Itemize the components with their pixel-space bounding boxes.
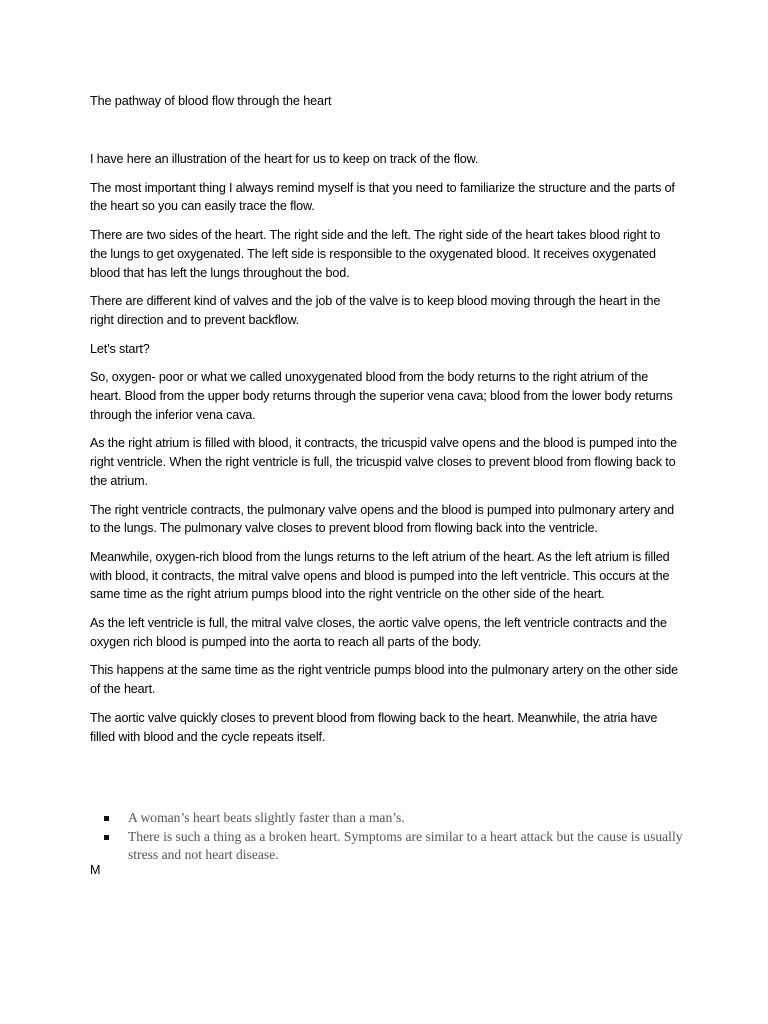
paragraph-left-ventricle: As the left ventricle is full, the mitral valve closes, the aortic valve opens, the left ventricle contracts and the oxygen rich blood is pumped into the aorta to reach all parts of the body.	[90, 616, 667, 649]
paragraph-right-atrium-return: So, oxygen- poor or what we called unoxygenated blood from the body returns to the right atrium of the heart. Blood from the upper body returns through the superior vena cava; blood from the lower body returns through the inferior vena cava.	[90, 370, 673, 422]
fact-text: A woman’s heart beats slightly faster than a man’s.	[128, 810, 405, 825]
heart-facts-list	[104, 809, 684, 865]
paragraph-pulmonary-valve: The right ventricle contracts, the pulmonary valve opens and the blood is pumped into pulmonary artery and to the lungs. The pulmonary valve closes to prevent blood from flowing back into the ventricle.	[90, 502, 675, 536]
paragraph-lets-start: Let’s start?	[90, 341, 150, 356]
paragraph-tricuspid-valve: As the right atrium is filled with blood, it contracts, the tricuspid valve opens and the blood is pumped into the right ventricle. When the right ventricle is full, the tricuspid valve closes to prevent blood from flowing back to the atrium.	[90, 436, 678, 488]
paragraph-same-time: This happens at the same time as the right ventricle pumps blood into the pulmonary artery on the other side of the heart.	[90, 663, 678, 697]
list-item	[104, 809, 684, 828]
fact-text: There is such a thing as a broken heart. Symptoms are similar to a heart attack but the cause is usually stress and not heart disease.	[128, 828, 683, 862]
paragraph-aortic-valve: The aortic valve quickly closes to prevent blood from flowing back to the heart. Meanwhile, the atria have filled with blood and the cycle repeats itself.	[90, 710, 658, 744]
paragraph-familiarize-structure: The most important thing I always remind myself is that you need to familiarize the structure and the parts of the heart so you can easily trace the flow.	[90, 180, 675, 214]
trailing-text: M	[90, 863, 101, 877]
paragraph-left-atrium: Meanwhile, oxygen-rich blood from the lungs returns to the left atrium of the heart. As the left atrium is filled with blood, it contracts, the mitral valve opens and blood is pumped into the left ventricle. This occurs at the same time as the right atrium pumps blood into the right ventricle on the other side of the heart.	[90, 549, 670, 602]
paragraph-valves: There are different kind of valves and the job of the valve is to keep blood moving through the heart in the right direction and to prevent backflow.	[90, 294, 661, 327]
square-bullet-icon	[104, 835, 109, 840]
page-title: The pathway of blood flow through the heart	[90, 94, 332, 108]
list-item	[104, 828, 684, 865]
document-body	[90, 150, 680, 756]
paragraph-two-sides: There are two sides of the heart. The right side and the left. The right side of the heart takes blood right to the lungs to get oxygenated. The left side is responsible to the oxygenated blood. It receives oxygenated blood that has left the lungs throughout the bod.	[90, 228, 661, 280]
square-bullet-icon	[104, 816, 109, 821]
paragraph-illustration-intro: I have here an illustration of the heart for us to keep on track of the flow.	[90, 152, 479, 166]
